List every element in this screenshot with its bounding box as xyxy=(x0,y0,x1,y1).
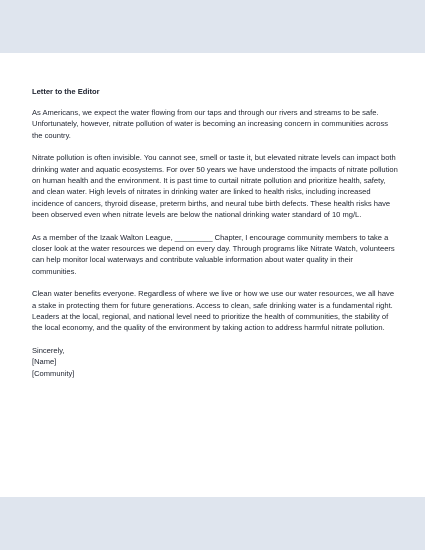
paragraph-izaak-walton: As a member of the Izaak Walton League, _________ Chapter, I encourage community members to take a closer look at the water resources we depend on every day. Through programs like Nitrate Watch, volunteers can help monitor local waterways and contribute valuable information about water quality in their communities. xyxy=(32,232,395,276)
community-placeholder: [Community] xyxy=(32,368,75,378)
paragraph-clean-water: Clean water benefits everyone. Regardless of where we live or how we use our water resources, we all have a stake in protecting them for future generations. Access to clean, safe drinking water is a fundamental right. Leaders at the local, regional, and national level need to prioritize the health of communities, the stability of the local economy, and the quality of the environment by taking action to address harmful nitrate pollution. xyxy=(32,289,395,333)
letter-body xyxy=(32,86,398,379)
header-band xyxy=(0,0,425,53)
name-placeholder: [Name] xyxy=(32,357,57,367)
letter-heading: Letter to the Editor xyxy=(32,87,100,96)
paragraph-intro: As Americans, we expect the water flowing from our taps and through our rivers and streams to be safe. Unfortunately, however, nitrate pollution of water is becoming an increasing concern in communities across the country. xyxy=(32,108,389,140)
closing-line: Sincerely, xyxy=(32,346,65,356)
signature-block xyxy=(32,345,398,379)
footer-band xyxy=(0,497,425,550)
paragraph-nitrate-invisible: Nitrate pollution is often invisible. You cannot see, smell or taste it, but elevated nitrate levels can impact both drinking water and aquatic ecosystems. For over 50 years we have understood the impacts of nitrate pollution on human health and the environment. It is past time to curtail nitrate pollution and prioritize health, safety, and clean water. High levels of nitrates in drinking water are linked to health risks, including increased incidence of cancers, thyroid disease, preterm births, and neural tube birth defects. These health risks have been observed even when nitrate levels are below the national drinking water standard of 10 mg/L. xyxy=(32,153,398,220)
